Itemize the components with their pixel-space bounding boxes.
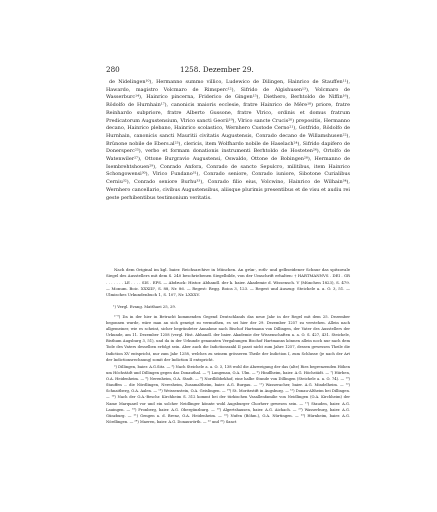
footnote-dating: ²⁻⁹) Da in der hier in Betracht kommenden Gegend Deutschlands das neue Jahr in der Regel mit dem 25. Dezember begonnen wurde, wäre man an sich geneigt zu vermuthen, es sei hier der 29. Dezember 1257 zu verstehen. Allein nach allgemeiner, wie es scheint, sicher begründeter Annahme nach Bischof Hartmann von Dillingen, der Vater des Ausstellers der Urkunde, am 11. Dezember 1258 (vergl. Hist. Abhandl. der baier. Akademie der Wissenschaften a. a. O. S. 427, 431. Steichele, Bisthum Augsburg 3, 51), und da in der Urkunde genannten Vergabungen Bischof Hartmanns können allein noch nur nach dem Tode des Vaters desselben erfolgt sein. Aber auch die Indictionszahl II passt nicht zum Jahre 1257, dessen gewessen Theile die Indiction XV entspricht, nur zum Jahr 1258, welches zu seinem grösseren Theile der Indiction I, zum Schlusse (je nach der Art der Indictionsrechnung) somit der Indiction II entspricht. (106, 315, 350, 362)
charter-text: de Nidelingen¹⁰), Hermanno summo villico, Ludewico de Dilingen, Hainrico de Stauffen¹¹), Hawardo, magistro Volcmaro de Rimsperc¹²), Sifrido de Algishusen¹³), Volcmaro de Wasserburc¹⁴), Hainrico pincerna, Friderico de Gingen¹⁵), Diethero, Berhtoldo de Niffin¹⁶), Rŏdolfo de Hurnhain¹⁷), canonicis maioris ecclesie, fratre Hainrico de Mêre¹⁸) priore, fratre Reinhardo subpriore, fratre Alberto Gussone, fratre Vlrico, ordinis et domus fratrum Predicatorum Augustensium, Vlrico sancti Georii¹⁹), Vlrico sancte Crucis²⁰) prepositis, Hermanno decano, Hainrico plebano, Hainrico scolastico, Wernhero Custode Cerno²¹), Gotfrido, Rŏdolfo de Hurnhain, canonicis sancti Mauritii civitatis Augustensis, Conrado decano de Willamshusen²²), Brŭnone nobile de Ebers.al²³), clericis, item Wolfhardo nobile de Haselach²⁴), Sifrido dapifero de Donersperc²⁵), verbo et formam donationis instrumenti Berhtoldo de Hosteten²⁶), Ortolfo de Watenwiler²⁷), Ottone Burgravio Augustensi, Oswaldo, Ottone de Bobingen²⁸), Hermanno de Isembrehtshouen²⁹), Conrado Anfora, Conrado de sancto Sepulcro, militibus, item Hainrico Schongowensi³⁰), Vlrico Fundano³¹), Conrado seniore, Conrado iuniore, Sibotone Curialibus Cerniu³²), Conrado seniore Burhu³³), Conrado filio eius, Volcwino, Hainrico de Wilhain³⁴), Wernhero cancellario, civibus Augustensibus, aliisque plurimis presentibus et de visu et audiu rei geste perhibentibus testimonium veritatis. (106, 79, 350, 201)
source-note: Nach dem Original im kgl. baier. Reichsarchive in München. An grün-, roth- und gelbseidener Schnur das spitzovale Siegel des Ausstellers mit dem S. 240 beschriebenen Siegelbilde, von der Umschrift erhalten: † HARTMANNVS . DEI . GR . . . . . . . LE . . . . SIS . EPS. — Abdruck: Histor. Abhandl. der k. baier. Akademie d. Wissensch. V (München 1823), S. 479. — Monum. Boic. XXXIIIᵃ, S. 88, Nr. 86. — Regest: Regg. Boica 3, 123. — Regest und Auszug: Steichele a. a. O. 3, 51. — Ulmisches Urkundenbuch 1, S. 107, Nr. LXXXV. (106, 267, 350, 298)
footnote-places: ²) Dillingen, baier. A.G.Sitz. — ³) Nach Steichele a. a. O. 3, 138 wohl die Abzweigung der das (alte) Ries begrenzenden Höhen um Höchstädt und Dillingen gegen das Donauthal. — ⁵) Langenau, O.A. Ulm. — ⁶) Hindlheim, baier. A.G. Höchstädt. — ⁷) Hürben, O.A. Heidenheim. — ⁸) Nerenheim, O.A. Stadt. — ⁹) Nordlöbbekhof, eine halbe Stunde von Dillingen (Steichele a. a. O. 74). — ¹⁰) Stauffen ... die Nördlingen, Neresheim, Zusamaltheim, baier. A.G. Burgau. — ¹¹) Wasseracher, baier. A.G. Mindelheim. — ¹²) Schnaitberg, O.A. Aalen. — ¹³) Weissenstein, O.A. Geislingen. — ¹⁴) St. Moritzstift in Augsburg. — ¹⁵) Donau-Altheim bei Dillingen. — ¹⁶) Nach der O.A.-Beschr. Kirchheim S. 312 kommt bei der türkischen Vasallenfamilie von Neidlingen (O.A. Kirchheim) der Name Marquard vor und ein solcher Neidlinger könnte wohl Augsburger Chorherr gewesen sein. — ¹⁷) Stauden, baier. A.G. Lauingen. — ¹⁸) Fronberg, baier. A.G. Obergünzburg. — ¹⁹) Algertshausen, baier. A.G. Aichach. — ²⁰) Wasserburg, baier. A.G. Günzburg. — ²¹) Gengen a. d. Brenz, O.A. Heidenheim. — ²²) Nufen (Böhm.), O.A. Nürtingen. — ²³) Hürnheim, baier. A.G. Nördlingen. — ²⁴) Maeren, baier. A.G. Donauwörth. — ²⁵ und ²⁶) Sanct (106, 365, 350, 424)
reference-note: ¹) Vergl. Evang. Matthaei 25, 29. (113, 304, 177, 309)
page-title: 1258. Dezember 29. (180, 65, 254, 74)
running-header (106, 65, 349, 75)
page-number: 280 (106, 65, 120, 74)
